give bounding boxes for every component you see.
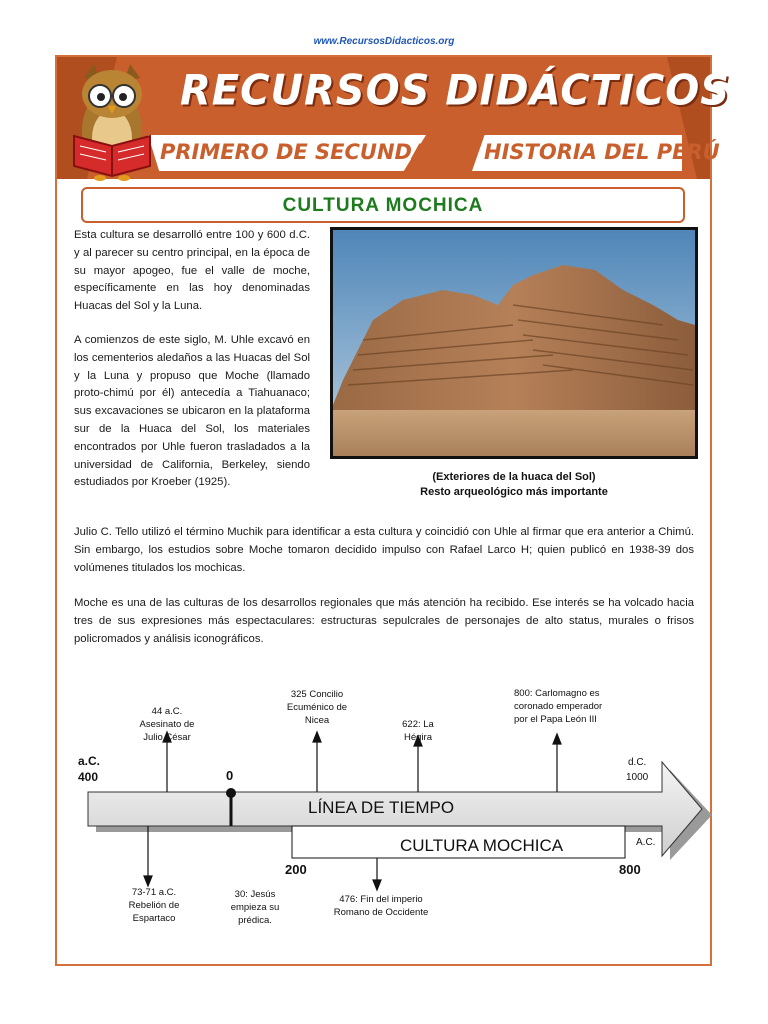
event-espartaco: 73-71 a.C. Rebelión de Espartaco [128, 887, 180, 924]
event-jesus: 30: Jesús empieza su prédica. [230, 889, 280, 926]
paragraph-intro: Esta cultura se desarrolló entre 100 y 600 d.C. y al parecer su centro principal, en la época de su mayor apogeo, fue el valle de moche, específicamente en las hoy denominadas Huacas del Sol y la Luna. [74, 229, 310, 313]
event-hegira: 622: La Hégira [402, 719, 434, 743]
event-concilio-nicea: 325 Concilio Ecuménico de Nicea [286, 689, 348, 726]
page-title: CULTURA MOCHICA [81, 187, 685, 223]
start-year-label: 400 [78, 770, 99, 784]
end-era-label: d.C. [628, 757, 647, 768]
zero-label: 0 [226, 768, 234, 783]
start-era-label: a.C. [78, 754, 101, 768]
caption-line-1: (Exteriores de la huaca del Sol) [432, 471, 596, 483]
culture-period-label: CULTURA MOCHICA [400, 836, 564, 855]
subject-label: HISTORIA DEL PERÚ [484, 140, 720, 164]
event-fin-imperio-romano: 476: Fin del imperio Romano de Occidente [333, 894, 429, 918]
level-label: PRIMERO DE SECUNDARIA [160, 140, 469, 164]
end-year-label: 1000 [626, 772, 649, 783]
timeline-bar-label: LÍNEA DE TIEMPO [308, 798, 455, 817]
paragraph-interest: Moche es una de las culturas de los desarrollos regionales que más atención ha recibido. Ese interés se ha volcado hacia tres de sus expresiones más espectaculares: estructuras sepulcrales de personajes de alto status, murales o frisos policromados y análisis iconográficos. [74, 597, 694, 645]
culture-end-era: A.C. [636, 837, 656, 848]
paragraph-tello: Julio C. Tello utilizó el término Muchik para identificar a esta cultura y coincidió con Uhle al firmar que era anterior a Chimú. Sin embargo, los estudios sobre Moche tomaron decidido impulso con Rafael Larco H; quien publicó en 1938-39 dos volúmenes titulados los mochicas. [74, 526, 694, 574]
site-url[interactable]: www.RecursosDidacticos.org [313, 36, 455, 47]
brand-title: RECURSOS DIDÁCTICOS [180, 66, 731, 116]
paragraph-uhle: A comienzos de este siglo, M. Uhle excavó en los cementerios aledaños a las Huacas del Sol y la Luna y propuso que Moche (llamado proto-chimú por él) antecedía a Tiahuanaco; sus excavaciones se ubicaron en la plataforma sur de la Huaca del Sol, los materiales encontrados por Uhle fueron trasladados a la universidad de California, Berkeley, siendo estudiados por Kroeber (1925). [74, 334, 310, 489]
culture-start-year: 200 [285, 862, 307, 877]
event-carlomagno: 800: Carlomagno es coronado emperador por el Papa León III [514, 688, 603, 725]
culture-end-year: 800 [619, 862, 641, 877]
event-julio-cesar: 44 a.C. Asesinato de Julio César [139, 706, 195, 743]
caption-line-2: Resto arqueológico más importante [420, 486, 608, 498]
